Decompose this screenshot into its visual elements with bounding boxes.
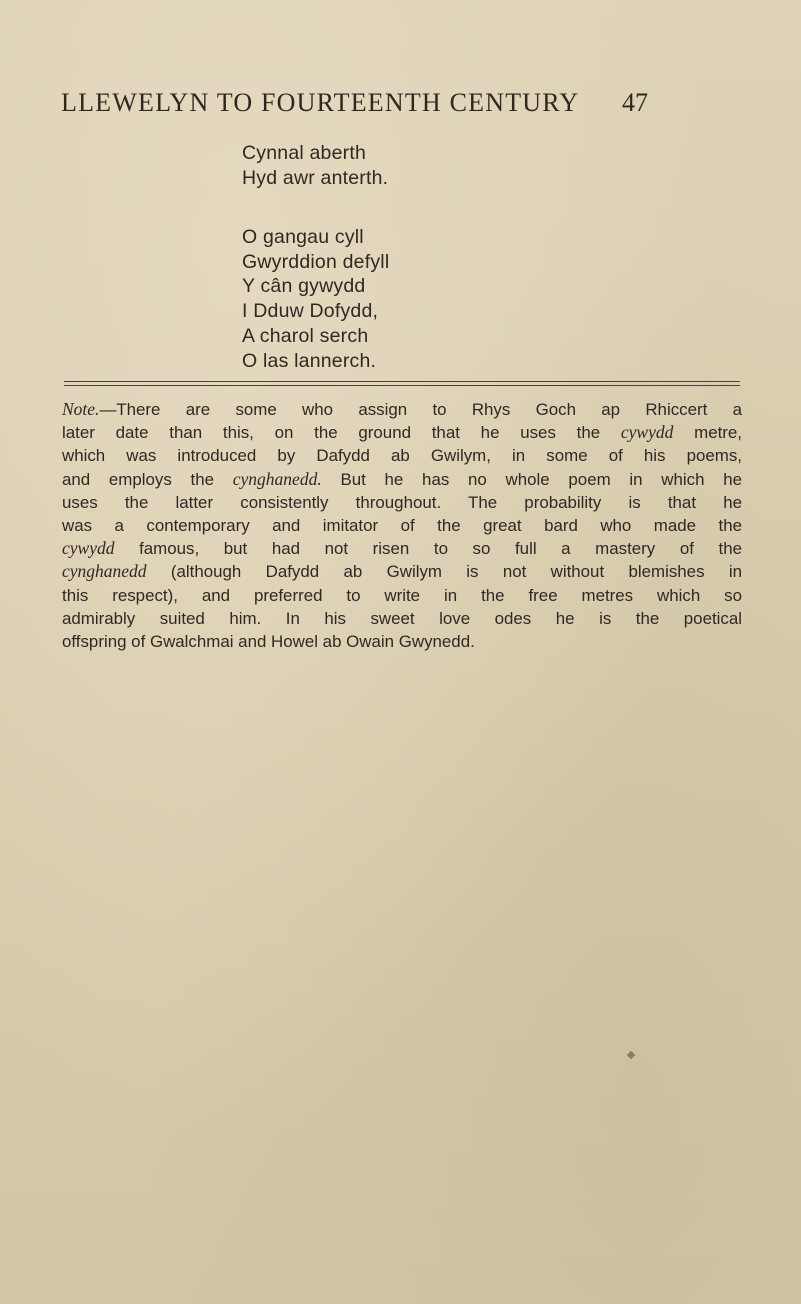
note-line [62,514,742,537]
note-text: admirably suited him. In his sweet love odes he is the poetical [62,608,742,628]
running-head [0,88,801,124]
note-label: Note. [62,399,100,419]
note-italic: cynghanedd [62,561,147,582]
section-divider [64,381,740,382]
note-text: offspring of Gwalchmai and Howel ab Owain Gwynedd. [62,632,475,652]
note-paragraph [62,398,742,653]
page-number: 47 [622,88,648,117]
poem-line: A charol serch [242,324,369,347]
note-line [62,468,742,491]
note-line [62,607,742,630]
note-text: But he has no whole poem in which he [321,469,742,489]
note-text: (although Dafydd ab Gwilym is not without blemishes in [146,562,742,582]
running-title: LLEWELYN TO FOURTEENTH CENTURY [61,88,580,117]
note-line [62,630,742,653]
note-line [62,444,742,467]
note-italic: cywydd [620,422,674,443]
note-text: this respect), and preferred to write in the free metres which so [62,585,742,605]
note-text: —There are some who assign to Rhys Goch ap Rhiccert a [99,400,742,419]
poem-line: Cynnal aberth [242,142,367,164]
poem-line: O las lannerch. [242,349,377,372]
note-text: which was introduced by Dafydd ab Gwilym, in some of his poems, [62,446,742,466]
note-italic: cynghanedd. [232,468,322,489]
note-italic: cywydd [62,538,115,559]
note-line [62,584,742,607]
note-line [62,491,742,514]
poem-line: I Dduw Dofydd, [242,300,379,323]
note-line [62,421,742,444]
note-text: metre, [673,423,742,443]
note-line [62,537,742,560]
poem-stanza-1 [242,141,388,190]
section-divider [64,385,740,386]
ink-spot [627,1051,635,1059]
poem-line: O gangau cyll [242,226,364,248]
poem-stanza-2 [242,225,389,373]
poem-line: Y cân gywydd [242,275,366,298]
note-text: uses the latter consistently throughout. The probability is that he [62,492,742,512]
note-line [62,560,742,583]
poem-line: Gwyrddion defyll [242,250,390,273]
note-text: later date than this, on the ground that he uses the [62,423,621,443]
note-text: famous, but had not risen to so full a mastery of the [114,539,742,559]
note-text: and employs the [62,469,233,489]
note-text: was a contemporary and imitator of the great bard who made the [62,516,742,536]
poem-line: Hyd awr anterth. [242,166,389,189]
note-line [62,398,742,421]
